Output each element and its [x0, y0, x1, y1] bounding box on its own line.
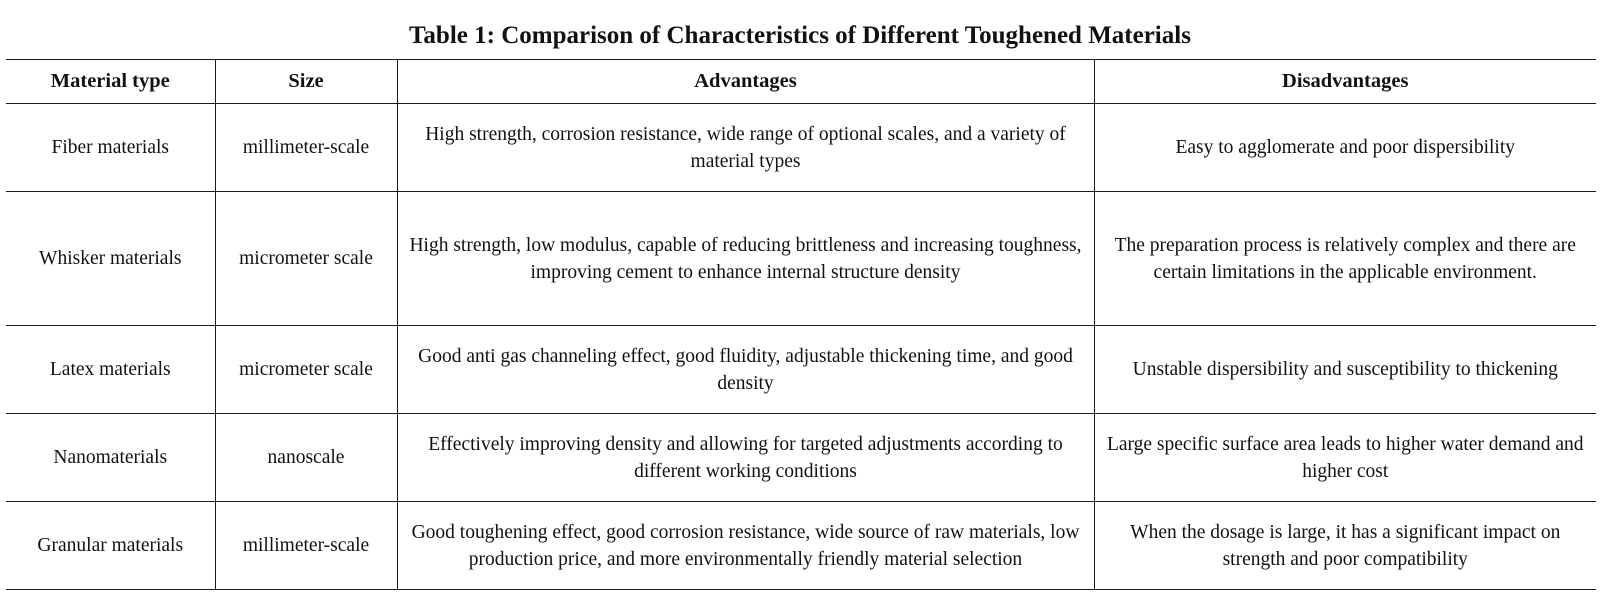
- cell-disadvantages: Unstable dispersibility and susceptibility to thickening: [1094, 326, 1596, 414]
- cell-material: Latex materials: [6, 326, 215, 414]
- cell-advantages: Good toughening effect, good corrosion resistance, wide source of raw materials, low production price, and more environmentally friendly material selection: [397, 502, 1094, 590]
- cell-material: Granular materials: [6, 502, 215, 590]
- cell-material: Nanomaterials: [6, 414, 215, 502]
- header-material-type: Material type: [6, 60, 215, 104]
- cell-size: nanoscale: [215, 414, 397, 502]
- cell-material: Fiber materials: [6, 104, 215, 192]
- cell-size: micrometer scale: [215, 192, 397, 326]
- cell-advantages: High strength, corrosion resistance, wide range of optional scales, and a variety of material types: [397, 104, 1094, 192]
- cell-size: millimeter-scale: [215, 502, 397, 590]
- table-header-row: [6, 60, 1596, 104]
- cell-disadvantages: Large specific surface area leads to higher water demand and higher cost: [1094, 414, 1596, 502]
- cell-advantages: High strength, low modulus, capable of reducing brittleness and increasing toughness, improving cement to enhance internal structure density: [397, 192, 1094, 326]
- table-row: [6, 192, 1596, 326]
- table-row: [6, 502, 1596, 590]
- cell-disadvantages: The preparation process is relatively complex and there are certain limitations in the applicable environment.: [1094, 192, 1596, 326]
- table-row: [6, 414, 1596, 502]
- cell-size: millimeter-scale: [215, 104, 397, 192]
- cell-disadvantages: When the dosage is large, it has a significant impact on strength and poor compatibility: [1094, 502, 1596, 590]
- cell-disadvantages: Easy to agglomerate and poor dispersibility: [1094, 104, 1596, 192]
- table-row: [6, 104, 1596, 192]
- header-advantages: Advantages: [397, 60, 1094, 104]
- header-size: Size: [215, 60, 397, 104]
- cell-advantages: Effectively improving density and allowing for targeted adjustments according to different working conditions: [397, 414, 1094, 502]
- table-caption: Table 1: Comparison of Characteristics of Different Toughened Materials: [409, 22, 1191, 49]
- table-row: [6, 326, 1596, 414]
- cell-advantages: Good anti gas channeling effect, good fluidity, adjustable thickening time, and good density: [397, 326, 1094, 414]
- comparison-table: [6, 59, 1596, 590]
- header-disadvantages: Disadvantages: [1094, 60, 1596, 104]
- cell-material: Whisker materials: [6, 192, 215, 326]
- cell-size: micrometer scale: [215, 326, 397, 414]
